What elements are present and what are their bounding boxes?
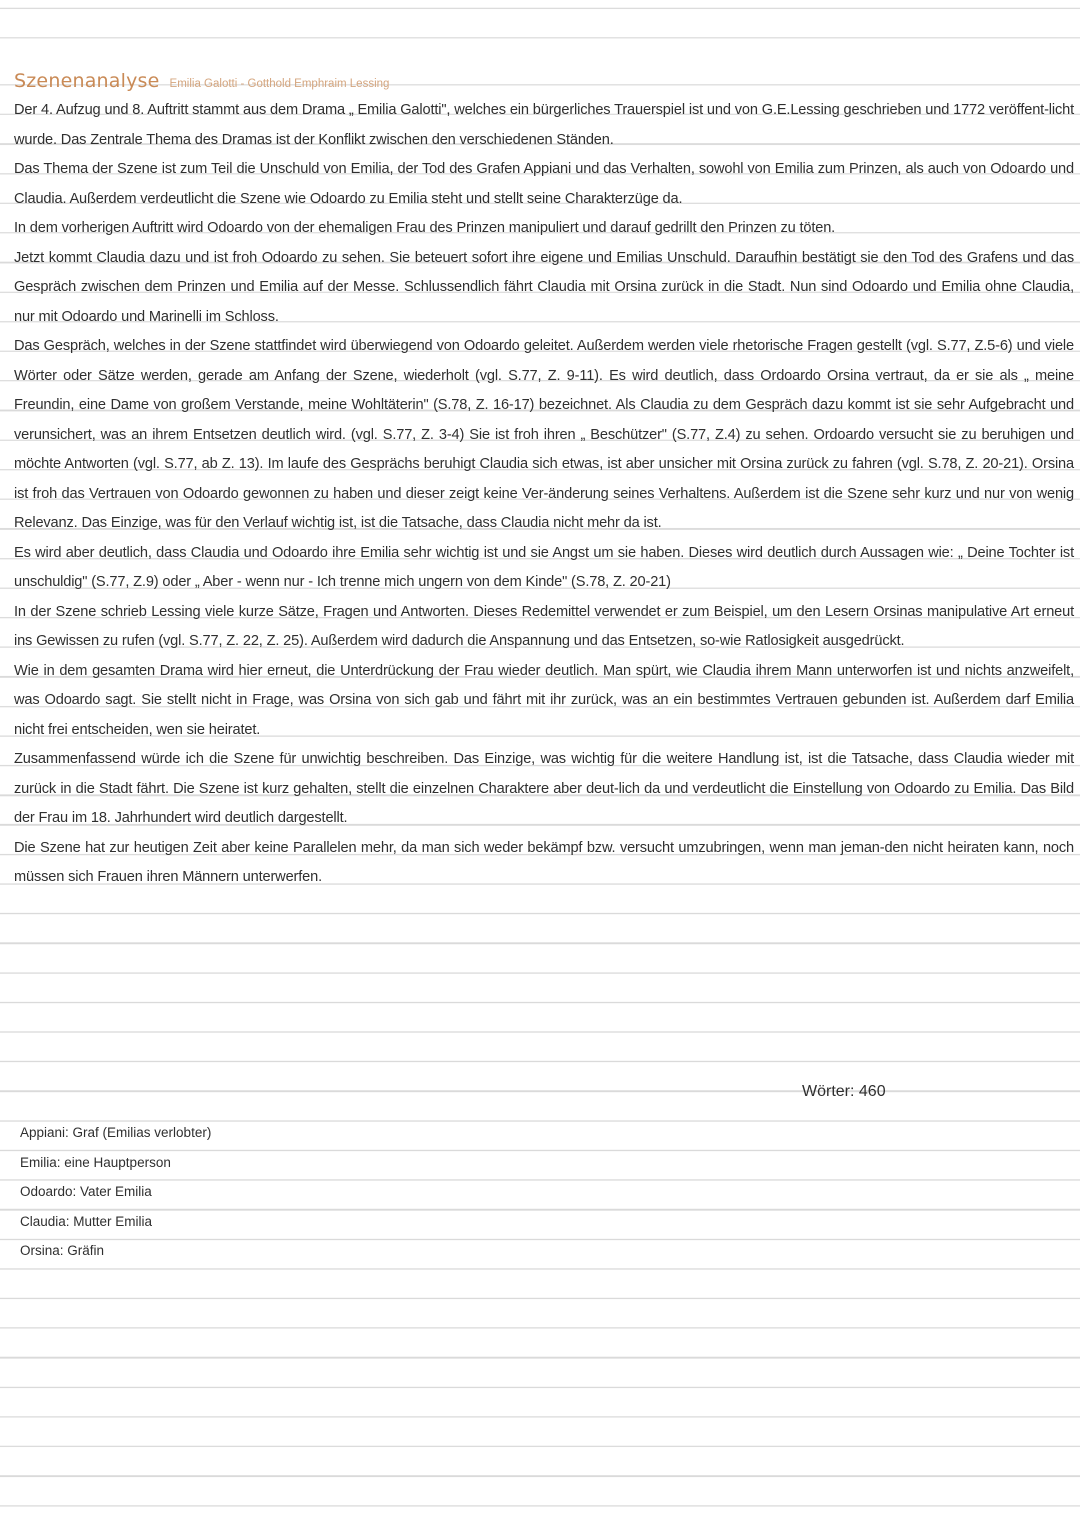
word-count: Wörter: 460 <box>802 1083 886 1100</box>
glossary-item-emilia: Emilia: eine Hauptperson <box>20 1154 171 1170</box>
paragraph-previous-scene: In dem vorherigen Auftritt wird Odoardo von der ehemaligen Frau des Prinzen manipuliert und darauf gedrillt den Prinzen zu töten. <box>14 220 836 236</box>
paragraph-language: In der Szene schrieb Lessing viele kurze Sätze, Fragen und Antworten. Dieses Redemittel verwendet er zum Beispiel, um den Lesern Orsinas manipulative Art erneut ins Gewissen zu rufen (vgl. S.77, Z. 22, Z. 25). Außerdem wird dadurch die Anspannung und das Entsetzen, so-wie Ratlosigkeit ausgedrückt. <box>14 603 1074 649</box>
glossary-item-odoardo: Odoardo: Vater Emilia <box>20 1184 152 1199</box>
paragraph-present-day: Die Szene hat zur heutigen Zeit aber keine Parallelen mehr, da man sich weder bekämpf bzw. versucht umzubringen, wenn man jeman-den nicht heiraten kann, noch müssen sich Frauen ihren Männern unterwerfen. <box>14 839 1074 885</box>
paragraph-intro: Der 4. Aufzug und 8. Auftritt stammt aus dem Drama „ Emilia Galotti", welches ein bürgerliches Trauerspiel ist und von G.E.Lessing geschrieben und 1772 veröffent-licht wurde. Das Zentrale Thema des Dramas ist der Konflikt zwischen den verschiedenen Ständen. <box>14 102 1074 148</box>
glossary-item-orsina: Orsina: Gräfin <box>20 1243 105 1258</box>
paragraph-theme: Das Thema der Szene ist zum Teil die Unschuld von Emilia, der Tod des Grafen Appiani und das Verhalten, sowohl von Emilia zum Prinzen, als auch von Odoardo und Claudia. Außerdem verdeutlicht die Szene wie Odoardo zu Emilia steht und stellt seine Charakterzüge da. <box>14 161 1074 207</box>
essay-body <box>14 96 1074 893</box>
glossary-item-appiani: Appiani: Graf (Emilias verlobter) <box>20 1125 212 1140</box>
paragraph-analysis: Das Gespräch, welches in der Szene stattfindet wird überwiegend von Odoardo geleitet. Außerdem werden viele rhetorische Fragen gestellt (vgl. S.77, Z.5-6) und viele Wörter oder Sätze werden, gerade am Anfang der Szene, wiederholt (vgl. S.77, Z. 9-11). Es wird deutlich, dass Ordoardo Orsina vertraut, da er sie als „ meine Freundin, eine Dame von großem Verstande, meine Wohltäterin" (S.78, Z. 16-17) bezeichnet. Als Claudia zu dem Gespräch dazu kommt ist sie sehr Aufgebracht und verunsichert, was an ihrem Entsetzen deutlich wird. (vgl. S.77, Z. 3-4) Sie ist froh ihren „ Beschützer" (S.77, Z.4) zu sehen. Ordoardo versucht sie zu beruhigen und möchte Antworten (vgl. S.77, ab Z. 13). Im laufe des Gesprächs beruhigt Claudia sich etwas, ist aber unsicher mit Orsina zurück zu fahren (vgl. S.78, Z. 20-21). Orsina ist froh das Vertrauen von Odoardo gewonnen zu haben und dieser zeigt keine Ver-änderung seines Verhaltens. Außerdem ist die Szene sehr kurz und nur von wenig Relevanz. Das Einzige, was für den Verlauf wichtig ist, ist die Tatsache, dass Claudia nicht mehr da ist. <box>14 338 1074 531</box>
paragraph-emilia-importance: Es wird aber deutlich, dass Claudia und Odoardo ihre Emilia sehr wichtig ist und sie Angst um sie haben. Dieses wird deutlich durch Aussagen wie: „ Deine Tochter ist unschuldig" (S.77, Z.9) oder „ Aber - wenn nur - Ich trenne mich ungern von dem Kinde" (S.78, Z. 20-21) <box>14 544 1074 590</box>
character-glossary <box>20 1118 211 1266</box>
title-row <box>14 70 1074 96</box>
paragraph-summary: Jetzt kommt Claudia dazu und ist froh Odoardo zu sehen. Sie beteuert sofort ihre eigene und Emilias Unschuld. Daraufhin bestätigt sie den Tod des Grafens und das Gespräch zwischen dem Prinzen und Emilia auf der Messe. Schlussendlich fährt Claudia mit Orsina zurück in die Stadt. Nun sind Odoardo und Emilia ohne Claudia, nur mit Odoardo und Marinelli im Schloss. <box>14 249 1074 325</box>
essay-page <box>14 70 1074 893</box>
glossary-item-claudia: Claudia: Mutter Emilia <box>20 1213 153 1229</box>
paragraph-conclusion: Zusammenfassend würde ich die Szene für unwichtig beschreiben. Das Einzige, was wichtig für die weitere Handlung ist, ist die Tatsache, dass Claudia wieder mit zurück in die Stadt fährt. Die Szene ist kurz gehalten, stellt die einzelnen Charaktere aber deut-lich da und verdeutlicht die Einstellung von Odoardo zu Emilia. Das Bild der Frau im 18. Jahrhundert wird deutlich dargestellt. <box>14 751 1074 826</box>
paragraph-oppression: Wie in dem gesamten Drama wird hier erneut, die Unterdrückung der Frau wieder deutlich. Man spürt, wie Claudia ihrem Mann unterworfen ist und nichts anzweifelt, was Odoardo sagt. Sie stellt nicht in Frage, was Orsina von sich gab und fährt mit ihr zurück, was an ein bestimmtes Vertrauen gebunden ist. Außerdem darf Emilia nicht frei entscheiden, wen sie heiratet. <box>14 662 1074 738</box>
page-subtitle: Emilia Galotti - Gotthold Emphraim Lessing <box>169 78 390 90</box>
page-title: Szenenanalyse <box>14 70 160 92</box>
